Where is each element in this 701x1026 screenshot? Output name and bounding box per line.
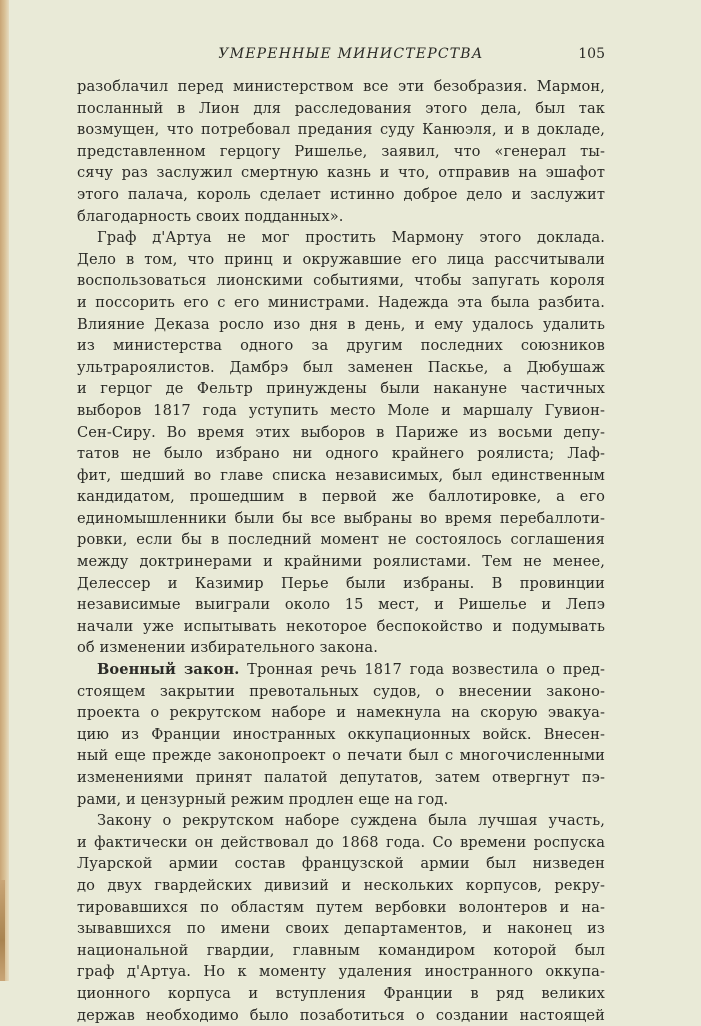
paragraph — [77, 810, 605, 1026]
text-line: Граф д'Артуа не мог простить Мармону этого доклада. — [97, 229, 605, 247]
text-line: до двух гвардейских дивизий и нескольких корпусов, рекру- — [77, 876, 605, 894]
text-line: рами, и цензурный режим продлен еще на год. — [77, 790, 449, 808]
text-line: Закону о рекрутском наборе суждена была лучшая участь, — [97, 812, 605, 830]
chapter-title: УМЕРЕННЫЕ МИНИСТЕРСТВА — [218, 46, 484, 62]
text-line: кандидатом, прошедшим в первой же баллотировке, а его — [77, 488, 605, 506]
text-line: изменениями принят палатой депутатов, затем отвергнут пэ- — [77, 769, 605, 786]
text-line: стоящем закрытии превотальных судов, о внесении законо- — [77, 682, 605, 700]
text-line: разоблачил перед министерством все эти безобразия. Мармон, — [77, 78, 605, 95]
text-line: проекта о рекрутском наборе и намекнула на скорую эвакуа- — [77, 704, 605, 722]
text-line: тировавшихся по областям путем вербовки волонтеров и на- — [77, 898, 605, 916]
text-line: начали уже испытывать некоторое беспокойство и подумывать — [77, 617, 605, 635]
text-line: национальной гвардии, главным командиром которой был — [77, 941, 605, 959]
text-line: держав необходимо было позаботиться о создании настоящей — [77, 1006, 605, 1024]
text-line: единомышленники были бы все выбраны во время перебаллоти- — [77, 509, 605, 527]
text-line: ровки, если бы в последний момент не состоялось соглашения — [77, 531, 605, 549]
paragraph — [77, 659, 605, 810]
text-line: ный еще прежде законопроект о печати был с многочисленными — [77, 747, 605, 765]
text-line: сячу раз заслужил смертную казнь и что, отправив на эшафот — [77, 164, 605, 182]
text-line: выборов 1817 года уступить место Моле и маршалу Гувион- — [77, 401, 605, 419]
text-line: представленном герцогу Ришелье, заявил, что «генерал ты- — [77, 142, 605, 160]
text-line: зывавшихся по имени своих департаментов, и наконец из — [77, 920, 605, 938]
paragraph — [77, 227, 605, 659]
text-line — [77, 659, 605, 681]
body-text — [77, 76, 605, 1026]
text-line: ультрароялистов. Дамбрэ был заменен Паскье, а Дюбушаж — [77, 358, 605, 376]
text-line: Делессер и Казимир Перье были избраны. В провинции — [77, 574, 605, 592]
text-line: татов не было избрано ни одного крайнего роялиста; Лаф- — [77, 445, 605, 463]
text-line: независимые выиграли около 15 мест, и Ришелье и Лепэ — [77, 596, 605, 614]
text-line: Влияние Деказа росло изо дня в день, и ему удалось удалить — [77, 315, 605, 333]
page-number: 105 — [578, 46, 605, 62]
text-line: из министерства одного за другим последних союзников — [77, 337, 605, 355]
text-line: и фактически он действовал до 1868 года. Со времени роспуска — [77, 833, 605, 851]
page-spine-edge — [0, 0, 9, 981]
text-line: Луарской армии состав французской армии был низведен — [77, 855, 605, 873]
text-line: посланный в Лион для расследования этого дела, был так — [77, 99, 605, 117]
text-line: благодарность своих подданных». — [77, 207, 344, 225]
text-line: граф д'Артуа. Но к моменту удаления иностранного оккупа- — [77, 963, 605, 981]
text-fragment: Тронная речь 1817 года возвестила о пред- — [239, 661, 605, 679]
text-line: и поссорить его с его министрами. Надежда эта была разбита. — [77, 293, 605, 311]
text-line: об изменении избирательного закона. — [77, 639, 378, 657]
text-line: Сен-Сиру. Во время этих выборов в Париже из восьми депу- — [77, 423, 605, 441]
text-line: ционного корпуса и вступления Франции в ряд великих — [77, 984, 605, 1002]
text-line: этого палача, король сделает истинно доброе дело и заслужит — [77, 185, 605, 203]
text-line: и герцог де Фельтр принуждены были накануне частичных — [77, 380, 605, 398]
text-line: воспользоваться лионскими событиями, чтобы запугать короля — [77, 272, 605, 290]
text-line: между доктринерами и крайними роялистами. Тем не менее, — [77, 553, 605, 571]
text-line: фит, шедший во главе списка независимых, был единственным — [77, 466, 605, 484]
text-line: цию из Франции иностранных оккупационных войск. Внесен- — [77, 725, 605, 743]
page-spine-shadow — [0, 880, 5, 981]
text-line: возмущен, что потребовал предания суду Канюэля, и в докладе, — [77, 121, 605, 139]
text-line: Дело в том, что принц и окружавшие его лица рассчитывали — [77, 250, 605, 268]
paragraph — [77, 76, 605, 227]
running-head — [77, 46, 605, 66]
section-runin-heading: Военный закон. — [97, 661, 240, 679]
